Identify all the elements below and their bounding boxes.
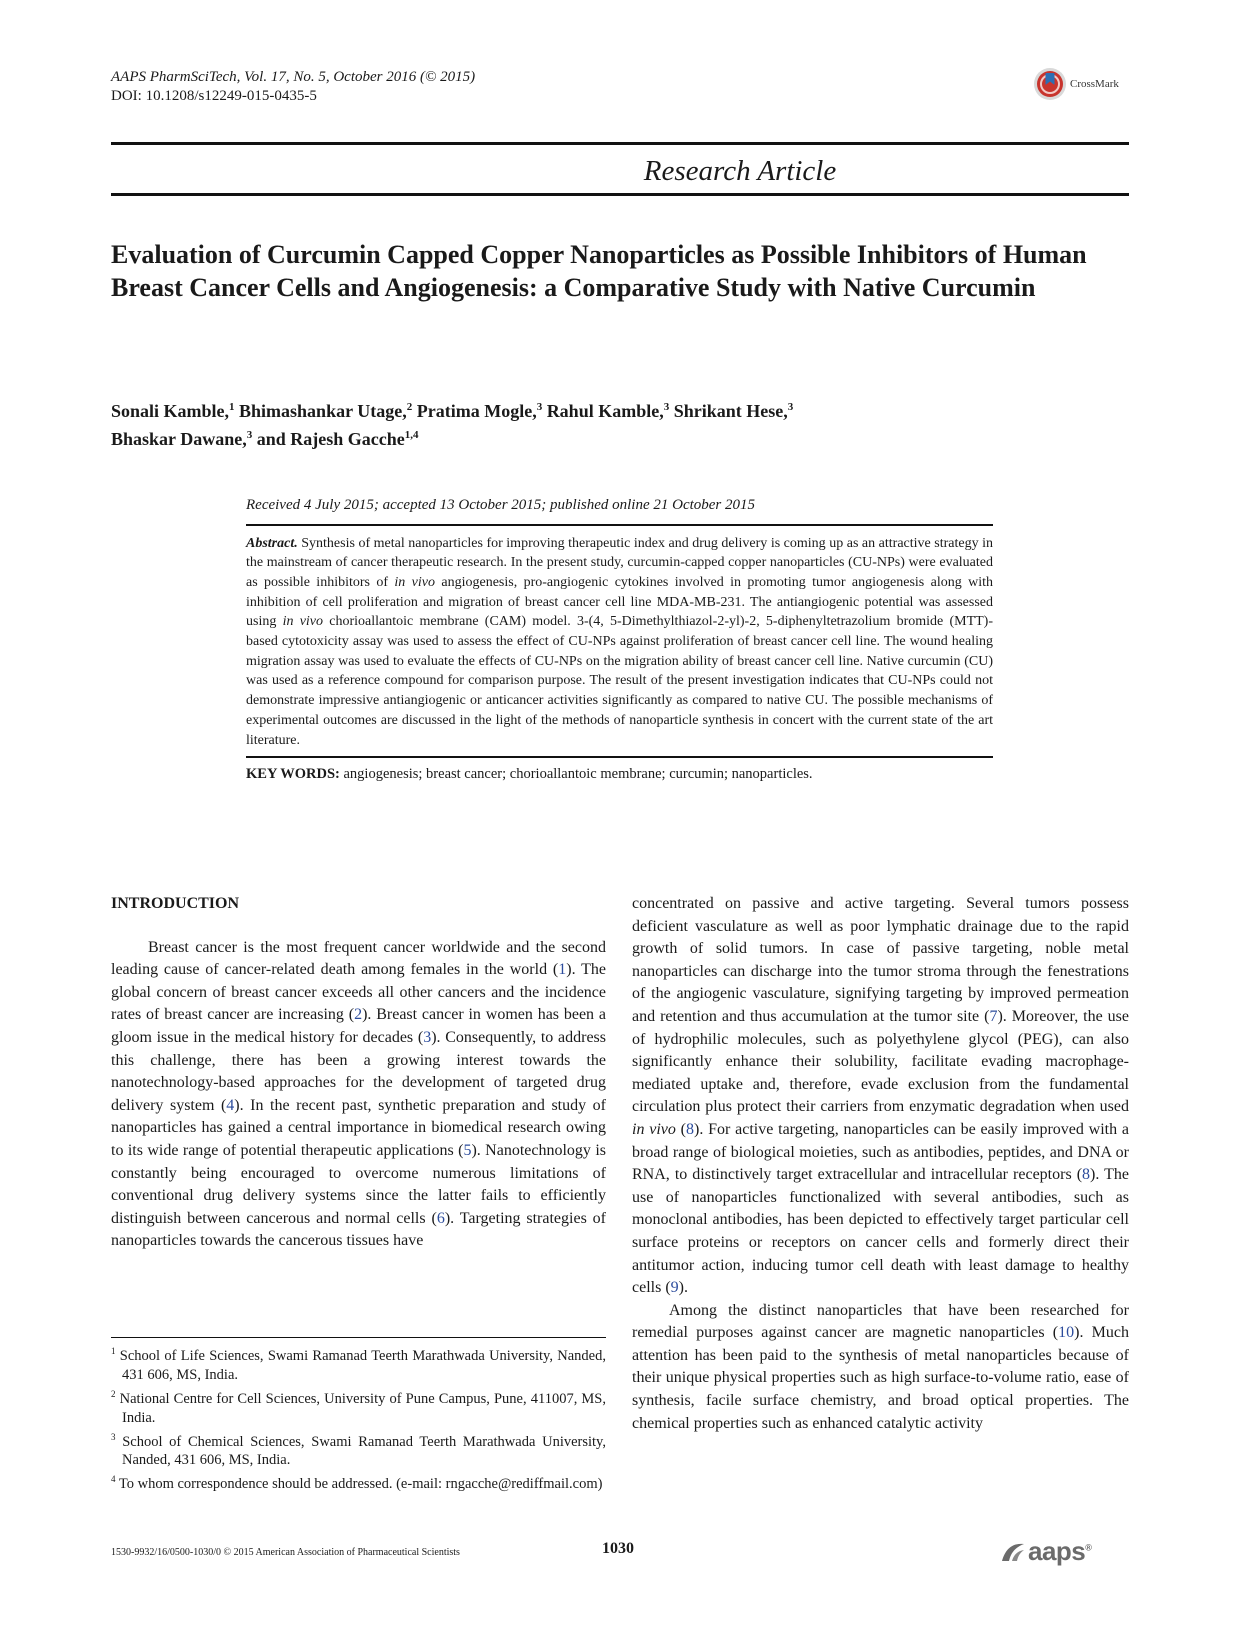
author-name: Bhaskar Dawane, xyxy=(111,429,247,449)
footnote xyxy=(111,1470,606,1494)
citation-link[interactable]: 7 xyxy=(989,1007,998,1025)
copyright-line: 1530-9932/16/0500-1030/0 © 2015 American Association of Pharmaceutical Scientists xyxy=(111,1547,460,1558)
registered-mark: ® xyxy=(1085,1542,1092,1553)
footnote-number: 2 xyxy=(111,1388,116,1399)
author-name: Pratima Mogle, xyxy=(416,401,537,421)
publisher-logo xyxy=(1000,1536,1091,1567)
footnote-text: To whom correspondence should be addressed. (e-mail: rngacche@rediffmail.com) xyxy=(118,1476,603,1493)
italic-term: in vivo xyxy=(632,1120,676,1138)
abstract-segment: angiogenesis, pro-angiogenic cytokines involved in promoting tumor angiogenesis along with inhibition of cell proliferation and migration of breast cancer cell line MDA-MB-231. The antiangiogenic potential was assessed using xyxy=(246,574,993,630)
article-type: Research Article xyxy=(643,155,837,187)
text-segment: ). Nanotechnology is constantly being encouraged to overcome numerous limitations of conventional drug delivery systems since the latter fails to efficiently distinguish between cancerous and normal cells ( xyxy=(111,1141,607,1227)
page-number: 1030 xyxy=(602,1540,634,1557)
abstract-text xyxy=(246,534,993,751)
author-affiliation: 3 xyxy=(787,401,794,413)
text-segment: ( xyxy=(675,1120,687,1138)
text-segment: ). In the recent past, synthetic preparation and study of nanoparticles has gained a central importance in biomedical research owing to its wide range of potential therapeutic applications ( xyxy=(111,1096,606,1159)
affiliation-footnotes xyxy=(111,1342,606,1494)
author-name: Rahul Kamble, xyxy=(546,401,664,421)
crossmark-badge[interactable] xyxy=(1033,67,1119,101)
section-heading: INTRODUCTION xyxy=(111,895,240,912)
text-segment: ). Much attention has been paid to the synthesis of metal nanoparticles because of their unique physical properties such as high surface-to-volume ratio, ease of synthesis, facile surface chemistry, and broad optical properties. The chemical properties such as enhanced catalytic activity xyxy=(632,1324,1130,1432)
text-segment: ). The global concern of breast cancer exceeds all other cancers and the incidence rates of breast cancer are increasing ( xyxy=(111,961,607,1024)
author-affiliation: 3 xyxy=(246,429,253,441)
body-paragraph xyxy=(632,1300,1129,1436)
body-column-right xyxy=(632,893,1129,1435)
citation-link[interactable]: 9 xyxy=(670,1279,679,1297)
footnote-text: National Centre for Cell Sciences, University of Pune Campus, Pune, 411007, MS, India. xyxy=(119,1390,606,1426)
abstract-segment: chorioallantoic membrane (CAM) model. 3-(4, 5-Dimethylthiazol-2-yl)-2, 5-diphenyltetrazolium bromide (MTT)-based cytotoxicity assay was used to assess the effect of CU-NPs against proliferation of breast cancer cell line. The wound healing migration assay was used to evaluate the effects of CU-NPs on the migration ability of breast cancer cell line. Native curcumin (CU) was used as a reference compound for comparison purpose. The result of the present investigation indicates that CU-NPs could not demonstrate impressive antiangiogenic or anticancer activities significantly as compared to native CU. The possible mechanisms of experimental outcomes are discussed in the light of the methods of nanoparticle synthesis in concert with the current state of the art literature. xyxy=(246,614,993,748)
citation-link[interactable]: 3 xyxy=(423,1028,432,1046)
aaps-wordmark xyxy=(1028,1536,1091,1567)
author-name: Sonali Kamble, xyxy=(111,401,230,421)
keywords-text: angiogenesis; breast cancer; chorioallantoic membrane; curcumin; nanoparticles. xyxy=(339,765,813,782)
header-rule-bottom xyxy=(111,193,1129,196)
author-affiliation: 3 xyxy=(536,401,543,413)
text-segment: ). Targeting strategies of nanoparticles towards the cancerous tissues have xyxy=(111,1209,607,1250)
author-name: Bhimashankar Utage, xyxy=(239,401,407,421)
citation-link[interactable]: 10 xyxy=(1058,1324,1075,1342)
text-segment: ). Breast cancer in women has been a gloom issue in the medical history for decades ( xyxy=(111,1006,606,1046)
keywords-label: KEY WORDS: xyxy=(246,765,340,782)
text-segment: ). Consequently, to address this challenge, there has been a growing interest towards the nanotechnology-based approaches for the development of targeted drug delivery system ( xyxy=(111,1028,606,1114)
abstract-rule-bottom xyxy=(246,756,993,758)
footnote xyxy=(111,1385,606,1428)
footnote-rule xyxy=(111,1337,606,1338)
citation-link[interactable]: 2 xyxy=(354,1006,363,1024)
author-name: Shrikant Hese, xyxy=(673,401,788,421)
footnote xyxy=(111,1342,606,1385)
author-affiliation: 1,4 xyxy=(404,429,419,441)
aaps-name: aaps xyxy=(1028,1536,1086,1566)
citation-link[interactable]: 8 xyxy=(1082,1166,1091,1184)
text-segment: ). xyxy=(678,1279,688,1297)
journal-citation: AAPS PharmSciTech, Vol. 17, No. 5, October 2016 (© 2015) xyxy=(111,69,476,85)
abstract-rule-top xyxy=(246,524,993,526)
body-paragraph xyxy=(632,893,1129,1300)
body-paragraph xyxy=(111,937,606,1253)
crossmark-icon xyxy=(1033,67,1067,101)
citation-link[interactable]: 8 xyxy=(686,1120,695,1138)
aaps-swoosh-icon xyxy=(1000,1541,1026,1563)
citation-link[interactable]: 1 xyxy=(558,961,567,979)
text-segment: ). The use of nanoparticles functionalized with several antibodies, such as monoclonal antibodies, has been depicted to effectively target particular cell surface proteins or receptors on cancer cells and formerly direct their antitumor action, inducing tumor cell death with least damage to healthy cells ( xyxy=(632,1166,1129,1297)
footnote-number: 4 xyxy=(111,1474,116,1485)
citation-link[interactable]: 5 xyxy=(463,1141,472,1159)
doi-link[interactable]: DOI: 10.1208/s12249-015-0435-5 xyxy=(111,88,317,104)
abstract-italic: in vivo xyxy=(394,574,435,590)
text-segment: ). Moreover, the use of hydrophilic molecules, such as polyethylene glycol (PEG), can also significantly enhance their solubility, facilitate evading macrophage-mediated uptake and, therefore, evade exclusion from the fundamental circulation plus protect their carriers from enzymatic degradation when used xyxy=(632,1007,1129,1116)
received-dates: Received 4 July 2015; accepted 13 October 2015; published online 21 October 2015 xyxy=(246,497,756,513)
author-affiliation: 2 xyxy=(406,401,413,413)
text-segment: Breast cancer is the most frequent cancer worldwide and the second leading cause of cancer-related death among females in the world ( xyxy=(111,938,606,979)
footnote-number: 3 xyxy=(111,1431,116,1442)
citation-link[interactable]: 4 xyxy=(226,1096,235,1114)
footnote xyxy=(111,1428,606,1471)
body-column-left xyxy=(111,893,606,1253)
abstract-label: Abstract. xyxy=(246,535,298,551)
author-affiliation: 1 xyxy=(229,401,235,413)
author-list xyxy=(111,395,1011,451)
journal-header xyxy=(111,68,475,106)
footnote-number: 1 xyxy=(111,1346,116,1356)
citation-link[interactable]: 6 xyxy=(436,1209,445,1227)
header-rule-top xyxy=(111,142,1129,145)
text-segment: concentrated on passive and active targeting. Several tumors possess deficient vasculature as well as poor lymphatic drainage due to the rapid growth of solid tumors. In case of passive targeting, noble metal nanoparticles can discharge into the tumor stroma through the fenestrations of the angiogenic vasculature, signifying targeting by improved permeation and retention and thus accumulation at the tumor site ( xyxy=(632,895,1129,1025)
abstract-section xyxy=(246,496,993,784)
footnote-text: School of Life Sciences, Swami Ramanad Teerth Marathwada University, Nanded, 431 606, MS, India. xyxy=(119,1347,606,1383)
footnote-text: School of Chemical Sciences, Swami Ramanad Teerth Marathwada University, Nanded, 431 606, MS, India. xyxy=(122,1433,606,1469)
author-name: and Rajesh Gacche xyxy=(256,429,405,449)
abstract-italic: in vivo xyxy=(282,614,324,630)
text-segment: ). For active targeting, nanoparticles can be easily improved with a broad range of biological moieties, such as antibodies, peptides, and DNA or RNA, to distinctively target extracellular and intracellular receptors ( xyxy=(632,1120,1130,1184)
article-title: Evaluation of Curcumin Capped Copper Nanoparticles as Possible Inhibitors of Human Breast Cancer Cells and Angiogenesis: a Comparative Study with Native Curcumin xyxy=(111,240,1087,302)
crossmark-label: CrossMark xyxy=(1070,78,1119,90)
text-segment: Among the distinct nanoparticles that have been researched for remedial purposes against cancer are magnetic nanoparticles ( xyxy=(632,1301,1129,1342)
keywords xyxy=(246,765,993,784)
author-affiliation: 3 xyxy=(663,401,670,413)
abstract-segment: Synthesis of metal nanoparticles for improving therapeutic index and drug delivery is coming up as an attractive strategy in the mainstream of cancer therapeutic research. In the present study, curcumin-capped copper nanoparticles (CU-NPs) were evaluated as possible inhibitors of xyxy=(246,535,993,590)
